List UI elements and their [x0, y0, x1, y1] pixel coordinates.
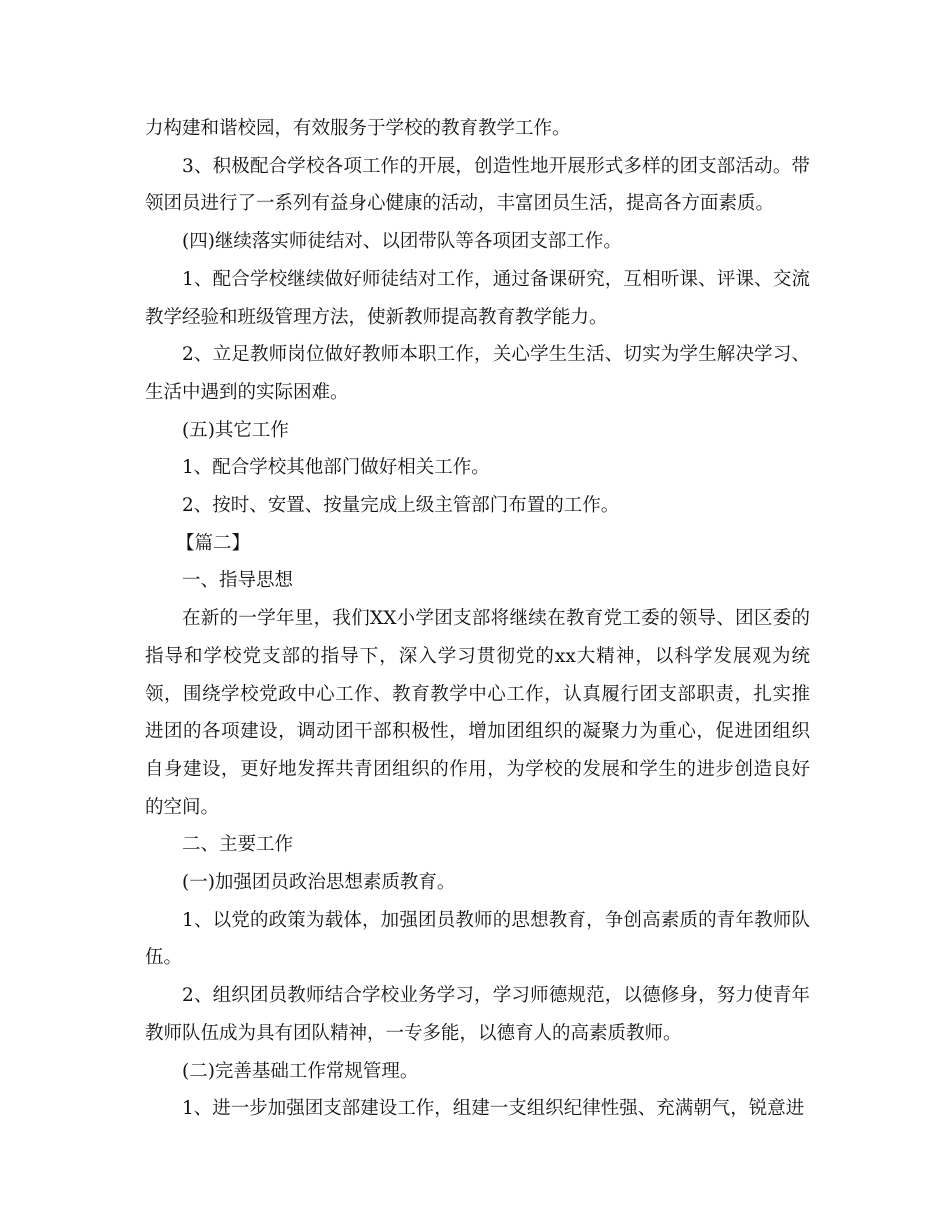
paragraph: 2、按时、安置、按量完成上级主管部门布置的工作。: [182, 495, 620, 517]
paragraph: 力构建和谐校园，有效服务于学校的教育教学工作。: [145, 118, 571, 139]
section-heading: 二、主要工作: [182, 834, 294, 856]
section-heading: (五)其它工作: [182, 419, 289, 441]
chapter-heading: 【篇二】: [176, 532, 251, 554]
paragraph: 2、立足教师岗位做好教师本职工作，关心学生生活、切实为学生解决学习、生活中遇到的实际困难。: [145, 344, 810, 403]
paragraph: 3、积极配合学校各项工作的开展，创造性地开展形式多样的团支部活动。带领团员进行了一系列有益身心健康的活动，丰富团员生活，提高各方面素质。: [145, 155, 810, 215]
document-body: [145, 110, 810, 1128]
paragraph: 1、配合学校其他部门做好相关工作。: [182, 457, 490, 479]
paragraph: 1、进一步加强团支部建设工作，组建一支组织纪律性强、充满朝气，锐意进: [182, 1098, 805, 1120]
section-heading: 一、指导思想: [182, 570, 294, 592]
paragraph: 2、组织团员教师结合学校业务学习，学习师德规范，以德修身，努力使青年教师队伍成为具有团队精神，一专多能，以德育人的高素质教师。: [145, 985, 810, 1044]
paragraph: 1、配合学校继续做好师徒结对工作，通过备课研究，互相听课、评课、交流教学经验和班级管理方法，使新教师提高教育教学能力。: [145, 268, 810, 328]
section-heading: (一)加强团员政治思想素质教育。: [182, 872, 456, 894]
paragraph: 在新的一学年里，我们XX小学团支部将继续在教育党工委的领导、团区委的指导和学校党支部的指导下，深入学习贯彻党的xx大精神，以科学发展观为统领，围绕学校党政中心工作、教育教学中心工作，认真履行团支部职责，扎实推进团的各项建设，调动团干部积极性，增加团组织的凝聚力为重心，促进团组织自身建设，更好地发挥共青团组织的作用，为学校的发展和学生的进步创造良好的空间。: [145, 608, 810, 818]
section-heading: (二)完善基础工作常规管理。: [182, 1060, 419, 1082]
section-heading: (四)继续落实师徒结对、以团带队等各项团支部工作。: [182, 231, 622, 253]
paragraph: 1、以党的政策为载体，加强团员教师的思想教育，争创高素质的青年教师队伍。: [145, 909, 810, 969]
